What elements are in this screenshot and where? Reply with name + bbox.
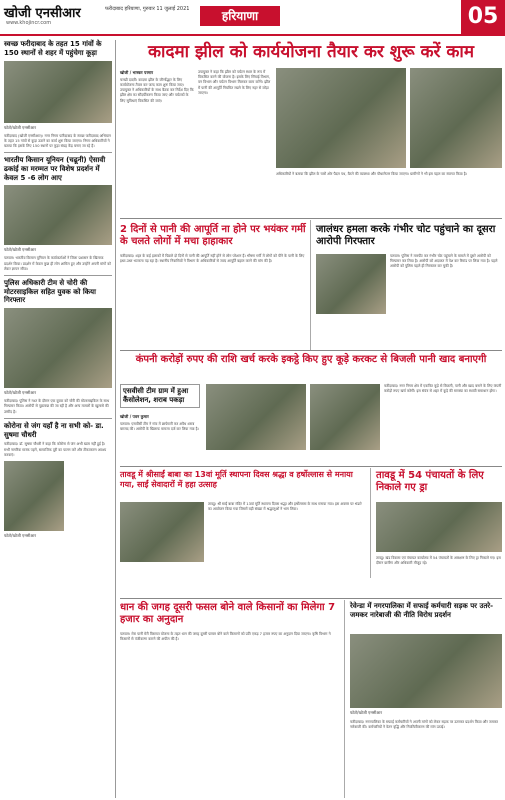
panchayat-headline: तावडू में 54 पंचायतों के लिए निकाले गए ड्रा <box>376 470 484 493</box>
left-story-1-photo <box>4 61 112 123</box>
panchayat-body: तावडू। खंड विकास एवं पंचायत कार्यालय में 54 पंचायतों के आरक्षण के लिए ड्रा निकाले गए। इस दौरान ग्रामीण और अधिकारी मौजूद रहे। <box>376 556 501 566</box>
section-divider <box>120 218 502 219</box>
left-story-2-photo <box>4 185 112 245</box>
column-divider <box>344 600 345 798</box>
main-area <box>120 40 502 798</box>
column-divider <box>310 220 311 350</box>
dateline: फरीदाबाद हरियाणा, गुरुवार 11 जुलाई 2021 <box>105 6 190 12</box>
photo-caption: फोटो/खोजी एनसीआर <box>350 710 382 715</box>
panchayat-photo <box>376 502 502 552</box>
attack-headline: जालंधर हमला करके गंभीर चोट पहुंचाने का दूसरा आरोपी गिरफ्तार <box>316 224 496 247</box>
divider <box>4 152 112 153</box>
attack-photo <box>316 254 386 314</box>
section-tab: हरियाणा <box>200 6 280 26</box>
left-story-4-body: फरीदाबाद। डॉ. सुषमा चौधरी ने कहा कि कोरोना से जंग अभी खत्म नहीं हुई है। सभी नागरिक मास्क पहनें, सामाजिक दूरी का पालन करें और टीकाकरण अवश्य करवाएं। <box>4 442 107 457</box>
left-story-3-body: फरीदाबाद। पुलिस ने गश्त के दौरान एक युवक को चोरी की मोटरसाइकिल के साथ गिरफ्तार किया। आरोपी से पूछताछ की जा रही है और अन्य मामलों के खुलासे की उम्मीद है। <box>4 399 110 414</box>
lead-byline: खोजी / भास्कर परमार <box>120 70 154 75</box>
section-divider <box>120 598 502 599</box>
svc-body: पलवल। एसवीसी टीम ने गांव में छापेमारी कर अवैध शराब बरामद की। आरोपी के खिलाफ मामला दर्ज कर लिया गया है। <box>120 421 199 431</box>
saibaba-photo <box>120 502 204 562</box>
lead-photo-1 <box>276 68 406 168</box>
newspaper-brand: खोजी एनसीआर <box>4 6 81 21</box>
photo-caption: फोटो/खोजी एनसीआर <box>4 532 36 538</box>
section-divider <box>120 350 502 351</box>
left-story-3-photo <box>4 308 112 388</box>
page-number: 05 <box>461 0 505 34</box>
water-headline: 2 दिनों से पानी की आपूर्ति ना होने पर भयंकर गर्मी के चलते लोगों में मचा हाहाकार <box>120 224 306 247</box>
sanitation-headline: रेवेन्डा में नगरपालिका में सफाई कर्मचारी सड़क पर उतरे- जमकर नारेबाजी की नीति विरोध प्रदर्शन <box>350 602 494 619</box>
left-column <box>4 40 116 798</box>
lead-body-2: उपायुक्त ने कहा कि झील को पर्यटन स्थल के रूप में विकसित करने की योजना है। इसके लिए सिंचाई विभाग, वन विभाग और पर्यटन विभाग मिलकर काम करेंगे। झील में पानी की आपूर्ति नियमित रखने के लिए नहर से जोड़ा जाएगा। <box>198 70 271 95</box>
divider <box>4 418 112 419</box>
left-story-4-headline: कोरोना से जंग यहाँ है ना सभी को- डा. सुषमा चौधरी <box>4 421 104 439</box>
svc-byline: खोजी / पवन कुमार <box>120 414 149 419</box>
left-story-3-headline: पुलिस अधिकारी टीम से चोरी की मोटरसाइकिल सहित युवक को किया गिरफ्तार <box>4 278 96 305</box>
lead-story-col-3 <box>276 172 502 212</box>
photo-caption: फोटो/खोजी एनसीआर <box>4 247 36 253</box>
svc-box <box>120 414 200 464</box>
lead-headline: कादमा झील को कार्ययोजना तैयार कर शुरू करें काम <box>148 42 474 62</box>
water-body: फरीदाबाद। शहर के कई इलाकों में पिछले दो दिनों से पानी की आपूर्ति नहीं होने से लोग परेशान हैं। भीषण गर्मी में लोगों को पीने के पानी के लिए इधर-उधर भटकना पड़ रहा है। स्थानीय निवासियों ने विभाग के अधिकारियों से जल्द आपूर्ति बहाल करने की मांग की है। <box>120 254 305 264</box>
left-story-1-body: फरीदाबाद (खोजी एनसीआर)। नगर निगम फरीदाबाद के स्वच्छ फरीदाबाद अभियान के तहत 15 गांवों से कूड़ा उठाने का कार्य शुरू किया जाएगा। निगम अधिकारियों ने बताया कि इसके लिए 150 स्थानों पर कूड़ा संग्रह केंद्र बनाए जा रहे हैं। <box>4 133 111 148</box>
brand-website: www.khojincr.com <box>6 20 52 26</box>
photo-caption: फोटो/खोजी एनसीआर <box>4 390 36 396</box>
svc-box-headline: एसवीसी टीम ग्राम में हुआ कैंसोलेशन, शराब पकड़ा <box>120 384 200 408</box>
masthead <box>0 0 505 36</box>
sanitation-photo <box>350 634 502 708</box>
saibaba-headline: तावडू में श्रीसाईं बाबा का 13वां मूर्ति स्थापना दिवस श्रद्धा व हर्षोल्लास से मनाया गया, साईं सेवादारों में हहा उत्साह <box>120 470 353 489</box>
left-story-2-body: पलवल। भारतीय किसान यूनियन के कार्यकर्ताओं ने जिला प्रशासन के खिलाफ प्रदर्शन किया। प्रदर्शन में केवल कुछ ही लोग शामिल हुए और उन्होंने अपनी मांगों को लेकर ज्ञापन सौंपा। <box>4 256 111 271</box>
waste-body: फरीदाबाद। नगर निगम क्षेत्र में एकत्रित कूड़े से बिजली, पानी और खाद बनाने के लिए कंपनी करोड़ों रुपए खर्च करेगी। इस संयंत्र से शहर में कूड़े की समस्या का स्थायी समाधान होगा। <box>384 384 502 394</box>
waste-photo-2 <box>310 384 380 450</box>
lead-body-1: चरखी दादरी। कादमा झील के जीर्णोद्धार के लिए कार्ययोजना तैयार कर जल्द काम शुरू किया जाए। उपायुक्त ने अधिकारियों के साथ बैठक कर निर्देश दिए कि झील क्षेत्र का सौंदर्यीकरण किया जाए और पर्यटकों के लिए सुविधाएं विकसित की जाएं। <box>120 77 194 103</box>
divider <box>4 275 112 276</box>
attack-body: पलवल। पुलिस ने मारपीट कर गंभीर चोट पहुंचाने के मामले में दूसरे आरोपी को गिरफ्तार कर लिया है। आरोपी को अदालत में पेश कर रिमांड पर लिया गया है। पहले आरोपी को पुलिस पहले ही गिरफ्तार कर चुकी है। <box>390 254 498 269</box>
column-divider <box>370 468 371 578</box>
waste-headline: कंपनी करोड़ों रुपए की राशि खर्च करके इकट्ठे किए हुए कूड़े करकट से बिजली पानी खाद बनाएगी <box>135 354 487 365</box>
left-story-4-portrait <box>4 461 64 531</box>
photo-caption: फोटो/खोजी एनसीआर <box>4 124 36 130</box>
paddy-headline: धान की जगह दूसरी फसल बोने वाले किसानों का मिलेगा 7 हजार का अनुदान <box>120 602 336 625</box>
section-divider <box>120 466 502 467</box>
sanitation-body: फरीदाबाद। नगरपालिका के सफाई कर्मचारियों ने अपनी मांगों को लेकर सड़क पर उतरकर प्रदर्शन किया और जमकर नारेबाजी की। कर्मचारियों ने वेतन वृद्धि और नियमितीकरण की मांग उठाई। <box>350 720 498 730</box>
left-story-1-headline: स्वच्छ फरीदाबाद के तहत 15 गांवों के 150 स्थानों से शहर में पहुंचेगा कूड़ा <box>4 40 102 57</box>
lead-body-3: अधिकारियों ने बताया कि झील के चारों ओर पैदल पथ, बैठने की व्यवस्था और पौधारोपण किया जाएगा। ग्रामीणों ने भी इस पहल का स्वागत किया है। <box>276 172 468 176</box>
lead-photo-2 <box>410 68 502 168</box>
paddy-body: पलवल। मेरा पानी मेरी विरासत योजना के तहत धान की जगह दूसरी फसल बोने वाले किसानों को प्रति एकड़ 7 हजार रुपए का अनुदान दिया जाएगा। कृषि विभाग ने किसानों से पंजीकरण कराने की अपील की है। <box>120 632 331 642</box>
left-story-2-headline: भारतीय किसान यूनियन (चढूनी) ऐसावी ढकांई का मरम्मत पर विशेष प्रदर्शन में केवल 5 -6 लोग आए <box>4 156 106 182</box>
waste-photo-1 <box>206 384 306 450</box>
saibaba-body: तावडू। श्री साईं बाबा मंदिर में 13वां मूर्ति स्थापना दिवस श्रद्धा और हर्षोल्लास के साथ मनाया गया। इस अवसर पर भंडारे का आयोजन किया गया जिसमें बड़ी संख्या में श्रद्धालुओं ने भाग लिया। <box>208 502 362 512</box>
